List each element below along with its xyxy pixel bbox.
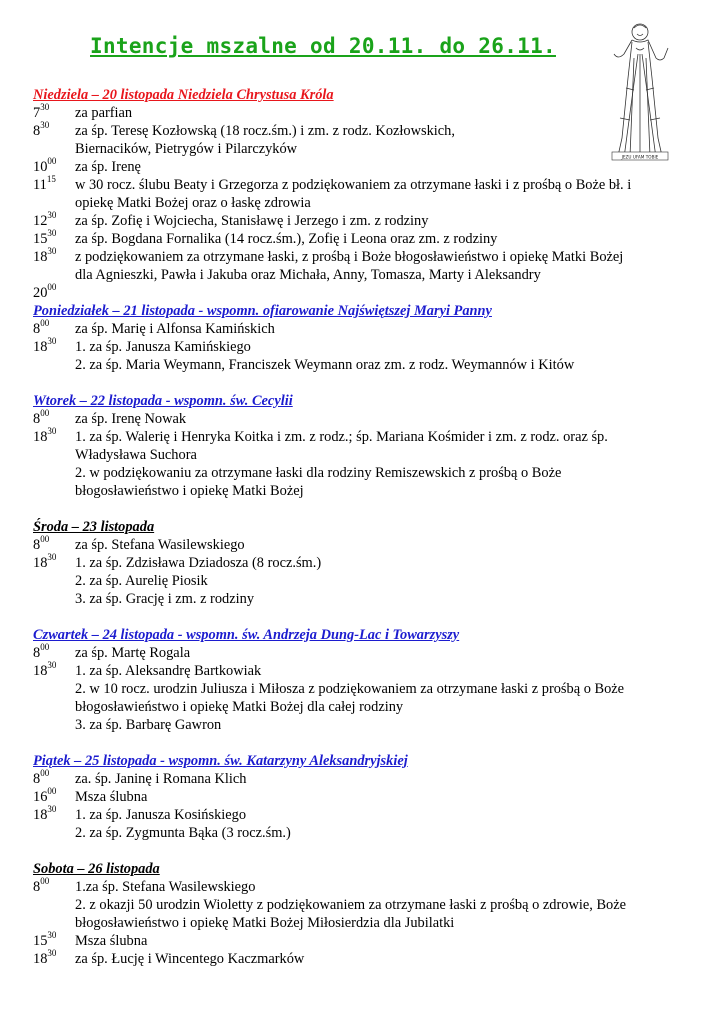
day-section — [33, 392, 693, 500]
intention-text — [75, 122, 693, 158]
mass-time-minute: 30 — [47, 552, 57, 563]
intention-line: 3. za śp. Grację i zm. z rodziny — [75, 591, 255, 607]
day-header: Niedziela – 20 listopada Niedziela Chrystusa Króla — [33, 87, 334, 103]
mass-time-hour: 18 — [33, 249, 48, 265]
intention-line: za śp. Łucję i Wincentego Kaczmarków — [75, 951, 305, 967]
mass-time-minute: 00 — [47, 156, 57, 167]
mass-entry — [33, 122, 693, 158]
day-header: Poniedziałek – 21 listopada - wspomn. ofiarowanie Najświętszej Maryi Panny — [33, 303, 492, 319]
mass-time-minute: 00 — [40, 876, 50, 887]
intention-text — [75, 284, 693, 302]
intention-text — [75, 176, 693, 212]
intention-line: 1. za śp. Walerię i Henryka Koitka i zm. z rodz.; śp. Mariana Kośmider i zm. z rodz. oraz śp. — [75, 429, 608, 445]
mass-time-minute: 30 — [47, 660, 57, 671]
intention-line: 2. za śp. Maria Weymann, Franciszek Weymann oraz zm. z rodz. Weymannów i Kitów — [75, 357, 575, 373]
mass-time — [33, 284, 75, 302]
mass-entry — [33, 176, 693, 212]
mass-time — [33, 428, 75, 500]
mass-time-minute: 30 — [47, 426, 57, 437]
mass-time-minute: 00 — [40, 534, 50, 545]
day-header: Środa – 23 listopada — [33, 519, 155, 535]
mass-time-hour: 15 — [33, 231, 48, 247]
day-section — [33, 302, 693, 374]
intention-line: z podziękowaniem za otrzymane łaski, z prośbą i Boże błogosławieństwo i opiekę Matki Bożej — [75, 249, 624, 265]
mass-entry — [33, 284, 693, 302]
mass-entry — [33, 338, 693, 374]
intention-text — [75, 320, 693, 338]
intention-text — [75, 212, 693, 230]
intention-text — [75, 554, 693, 608]
mass-time-hour: 8 — [33, 537, 41, 553]
intention-text — [75, 770, 693, 788]
mass-time-hour: 18 — [33, 555, 48, 571]
mass-entry — [33, 212, 693, 230]
mass-time-minute: 15 — [46, 174, 56, 185]
mass-time-hour: 11 — [33, 177, 47, 193]
intention-line: błogosławieństwo i opiekę Matki Bożej dla całej rodziny — [75, 699, 404, 715]
mass-time-minute: 30 — [47, 228, 57, 239]
mass-time-minute: 00 — [40, 408, 50, 419]
mass-entry — [33, 104, 693, 122]
mass-entry — [33, 320, 693, 338]
mass-time — [33, 662, 75, 734]
intention-line: 2. za śp. Aurelię Piosik — [75, 573, 208, 589]
mass-entry — [33, 554, 693, 608]
mass-time — [33, 806, 75, 842]
mass-entry — [33, 410, 693, 428]
day-header: Wtorek – 22 listopada - wspomn. św. Cecylii — [33, 393, 293, 409]
mass-time — [33, 338, 75, 374]
mass-entry — [33, 932, 693, 950]
intention-text — [75, 410, 693, 428]
intention-text — [75, 950, 693, 968]
intention-line: za śp. Teresę Kozłowską (18 rocz.śm.) i zm. z rodz. Kozłowskich, — [75, 123, 455, 139]
mass-time-minute: 00 — [47, 282, 57, 293]
page-title: Intencje mszalne od 20.11. do 26.11. — [90, 34, 556, 58]
mass-time-hour: 12 — [33, 213, 48, 229]
mass-entry — [33, 788, 693, 806]
day-section — [33, 860, 693, 968]
intention-line: błogosławieństwo i opiekę Matki Bożej Miłosierdzia dla Jubilatki — [75, 915, 455, 931]
mass-entry — [33, 230, 693, 248]
intention-line: 2. w 10 rocz. urodzin Juliusza i Miłosza z podziękowaniem za otrzymane łaski z prośbą o Boże — [75, 681, 625, 697]
mass-entry — [33, 428, 693, 500]
intention-line: 2. w podziękowaniu za otrzymane łaski dla rodziny Remiszewskich z prośbą o Boże — [75, 465, 562, 481]
intention-line: w 30 rocz. ślubu Beaty i Grzegorza z podziękowaniem za otrzymane łaski i z prośbą o Boże bł. i — [75, 177, 632, 193]
intention-text — [75, 662, 693, 734]
mass-time-hour: 15 — [33, 933, 48, 949]
mass-time-minute: 00 — [40, 768, 50, 779]
mass-intentions-list — [33, 86, 693, 968]
mass-time-hour: 8 — [33, 123, 41, 139]
intention-line: 1. za śp. Janusza Kamińskiego — [75, 339, 251, 355]
mass-time — [33, 122, 75, 158]
mass-time-minute: 30 — [47, 210, 57, 221]
intention-line: za. śp. Janinę i Romana Klich — [75, 771, 247, 787]
mass-time-hour: 8 — [33, 411, 41, 427]
intention-text — [75, 248, 693, 284]
day-header: Piątek – 25 listopada - wspomn. św. Katarzyny Aleksandryjskiej — [33, 753, 408, 769]
mass-entry — [33, 644, 693, 662]
day-section — [33, 518, 693, 608]
intention-line: za śp. Martę Rogala — [75, 645, 191, 661]
day-section — [33, 752, 693, 842]
mass-time-hour: 18 — [33, 429, 48, 445]
mass-time-hour: 16 — [33, 789, 48, 805]
intention-text — [75, 338, 693, 374]
intention-line: za śp. Irenę Nowak — [75, 411, 187, 427]
intention-line: za parfian — [75, 105, 133, 121]
intention-line: 2. za śp. Zygmunta Bąka (3 rocz.śm.) — [75, 825, 291, 841]
mass-time-hour: 18 — [33, 663, 48, 679]
mass-time — [33, 950, 75, 968]
mass-time-minute: 30 — [40, 120, 50, 131]
intention-line: za śp. Zofię i Wojciecha, Stanisławę i Jerzego i zm. z rodziny — [75, 213, 429, 229]
mass-time-minute: 30 — [47, 948, 57, 959]
intention-line: Biernacików, Pietrygów i Pilarczyków — [75, 141, 298, 157]
intention-text — [75, 932, 693, 950]
intention-line — [75, 284, 693, 302]
mass-time — [33, 554, 75, 608]
mass-time-hour: 7 — [33, 105, 41, 121]
intention-line: za śp. Marię i Alfonsa Kamińskich — [75, 321, 275, 337]
intention-text — [75, 878, 693, 932]
intention-line: za śp. Irenę — [75, 159, 141, 175]
day-header: Sobota – 26 listopada — [33, 861, 160, 877]
intention-line: 1. za śp. Janusza Kosińskiego — [75, 807, 247, 823]
mass-time-hour: 20 — [33, 285, 48, 301]
mass-time — [33, 878, 75, 932]
mass-time — [33, 176, 75, 212]
intention-line: 1.za śp. Stefana Wasilewskiego — [75, 879, 256, 895]
intention-text — [75, 788, 693, 806]
mass-time-hour: 8 — [33, 879, 41, 895]
intention-line: opiekę Matki Bożej oraz o łaskę zdrowia — [75, 195, 311, 211]
mass-time-hour: 8 — [33, 771, 41, 787]
intention-text — [75, 230, 693, 248]
intention-line: za śp. Stefana Wasilewskiego — [75, 537, 245, 553]
mass-time-minute: 30 — [47, 804, 57, 815]
mass-time-minute: 00 — [47, 786, 57, 797]
mass-time-minute: 30 — [47, 930, 57, 941]
mass-entry — [33, 248, 693, 284]
mass-time — [33, 248, 75, 284]
mass-time-hour: 8 — [33, 645, 41, 661]
intention-text — [75, 104, 693, 122]
mass-entry — [33, 536, 693, 554]
mass-time-hour: 18 — [33, 807, 48, 823]
intention-text — [75, 158, 693, 176]
intention-text — [75, 536, 693, 554]
mass-entry — [33, 158, 693, 176]
intention-text — [75, 806, 693, 842]
intention-line: 1. za śp. Zdzisława Dziadosza (8 rocz.śm.) — [75, 555, 322, 571]
intention-line: Msza ślubna — [75, 933, 148, 949]
mass-time-minute: 30 — [47, 336, 57, 347]
image-caption: JEZU UFAM TOBIE — [621, 154, 659, 160]
day-section — [33, 626, 693, 734]
mass-time-minute: 00 — [40, 318, 50, 329]
mass-time-hour: 18 — [33, 951, 48, 967]
intention-line: 3. za śp. Barbarę Gawron — [75, 717, 222, 733]
intention-line: 1. za śp. Aleksandrę Bartkowiak — [75, 663, 262, 679]
intention-text — [75, 428, 693, 500]
mass-time-hour: 8 — [33, 321, 41, 337]
intention-line: Władysława Suchora — [75, 447, 197, 463]
mass-entry — [33, 950, 693, 968]
mass-time-minute: 30 — [47, 246, 57, 257]
mass-time-minute: 00 — [40, 642, 50, 653]
mass-time-hour: 10 — [33, 159, 48, 175]
day-header: Czwartek – 24 listopada - wspomn. św. Andrzeja Dung-Lac i Towarzyszy — [33, 627, 460, 643]
intention-line: błogosławieństwo i opiekę Matki Bożej — [75, 483, 304, 499]
mass-entry — [33, 878, 693, 932]
intention-line: Msza ślubna — [75, 789, 148, 805]
mass-time-minute: 30 — [40, 102, 50, 113]
mass-entry — [33, 662, 693, 734]
intention-line: 2. z okazji 50 urodzin Wioletty z podziękowaniem za otrzymane łaski z prośbą o zdrowie, Boże — [75, 897, 627, 913]
mass-entry — [33, 770, 693, 788]
mass-time-hour: 18 — [33, 339, 48, 355]
mass-entry — [33, 806, 693, 842]
intention-line: dla Agnieszki, Pawła i Jakuba oraz Michała, Anny, Tomasza, Marty i Aleksandry — [75, 267, 541, 283]
intention-line: za śp. Bogdana Fornalika (14 rocz.śm.), Zofię i Leona oraz zm. z rodziny — [75, 231, 498, 247]
intention-text — [75, 644, 693, 662]
page — [33, 34, 693, 58]
day-section — [33, 86, 693, 302]
